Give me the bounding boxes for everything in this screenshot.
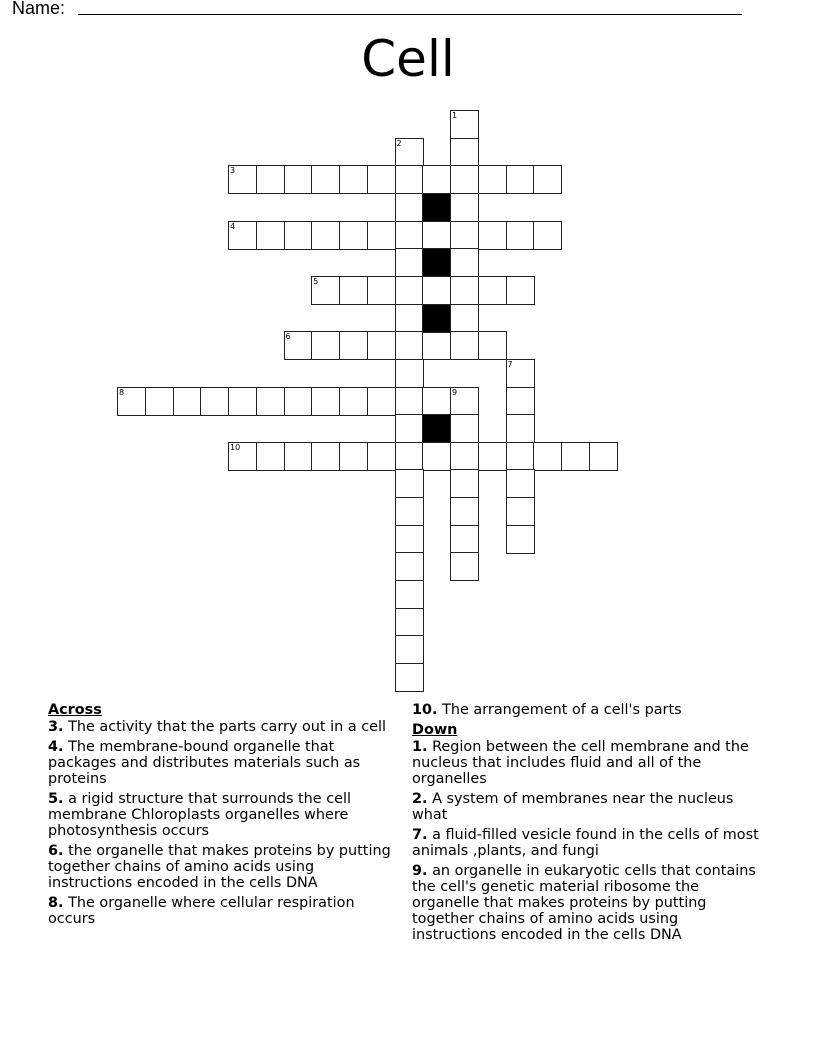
across-clue bbox=[48, 895, 393, 927]
grid-cell[interactable] bbox=[450, 138, 479, 167]
across-clue bbox=[48, 843, 393, 891]
down-clue bbox=[412, 863, 762, 943]
grid-cell[interactable] bbox=[145, 387, 174, 416]
grid-cell[interactable] bbox=[367, 387, 396, 416]
grid-cell[interactable] bbox=[367, 331, 396, 360]
grid-cell[interactable] bbox=[450, 248, 479, 277]
grid-cell[interactable] bbox=[256, 221, 285, 250]
clue-text: the organelle that makes proteins by putting together chains of amino acids using instructions encoded in the cells DNA bbox=[48, 843, 391, 891]
grid-cell[interactable] bbox=[256, 387, 285, 416]
grid-cell[interactable] bbox=[589, 442, 618, 471]
grid-cell[interactable] bbox=[173, 387, 202, 416]
black-cell bbox=[422, 304, 451, 333]
grid-cell[interactable] bbox=[311, 442, 340, 471]
grid-cell[interactable] bbox=[395, 469, 424, 498]
clue-text: The membrane-bound organelle that packages and distributes materials such as proteins bbox=[48, 739, 361, 787]
down-clue bbox=[412, 827, 762, 859]
grid-cell[interactable] bbox=[450, 221, 479, 250]
grid-cell[interactable] bbox=[117, 387, 146, 416]
grid-cell[interactable] bbox=[395, 193, 424, 222]
cell-number: 4 bbox=[230, 221, 236, 231]
grid-cell[interactable] bbox=[450, 276, 479, 305]
grid-cell[interactable] bbox=[284, 331, 313, 360]
grid-cell[interactable] bbox=[478, 331, 507, 360]
clues-right-column bbox=[412, 702, 762, 947]
grid-cell[interactable] bbox=[395, 221, 424, 250]
clue-text: A system of membranes near the nucleus what bbox=[412, 791, 734, 823]
grid-cell[interactable] bbox=[395, 248, 424, 277]
grid-cell[interactable] bbox=[339, 165, 368, 194]
grid-cell[interactable] bbox=[284, 221, 313, 250]
grid-cell[interactable] bbox=[284, 387, 313, 416]
clue-text: a rigid structure that surrounds the cell membrane Chloroplasts organelles where photosynthesis occurs bbox=[48, 791, 351, 839]
down-clue bbox=[412, 739, 762, 787]
cell-number: 7 bbox=[507, 359, 513, 369]
grid-cell[interactable] bbox=[311, 276, 340, 305]
cell-number: 8 bbox=[119, 387, 125, 397]
grid-cell[interactable] bbox=[506, 442, 535, 471]
grid-cell[interactable] bbox=[284, 165, 313, 194]
cell-number: 5 bbox=[313, 276, 319, 286]
grid-cell[interactable] bbox=[395, 663, 424, 692]
grid-cell[interactable] bbox=[367, 442, 396, 471]
grid-cell[interactable] bbox=[395, 138, 424, 167]
grid-cell[interactable] bbox=[422, 276, 451, 305]
down-clue bbox=[412, 791, 762, 823]
clue-text: Region between the cell membrane and the nucleus that includes fluid and all of the organelles bbox=[412, 739, 749, 787]
grid-cell[interactable] bbox=[339, 221, 368, 250]
grid-cell[interactable] bbox=[450, 193, 479, 222]
clue-number: 5. bbox=[48, 791, 64, 807]
across-clue bbox=[48, 739, 393, 787]
grid-cell[interactable] bbox=[395, 552, 424, 581]
clue-number: 10. bbox=[412, 702, 438, 718]
grid-cell[interactable] bbox=[533, 165, 562, 194]
grid-cell[interactable] bbox=[533, 221, 562, 250]
grid-cell[interactable] bbox=[395, 635, 424, 664]
grid-cell[interactable] bbox=[395, 580, 424, 609]
grid-cell[interactable] bbox=[422, 442, 451, 471]
grid-cell[interactable] bbox=[367, 276, 396, 305]
grid-cell[interactable] bbox=[395, 359, 424, 388]
grid-cell[interactable] bbox=[395, 304, 424, 333]
grid-cell[interactable] bbox=[395, 331, 424, 360]
grid-cell[interactable] bbox=[311, 387, 340, 416]
grid-cell[interactable] bbox=[339, 276, 368, 305]
grid-cell[interactable] bbox=[450, 110, 479, 139]
grid-cell[interactable] bbox=[478, 165, 507, 194]
grid-cell[interactable] bbox=[311, 165, 340, 194]
grid-cell[interactable] bbox=[200, 387, 229, 416]
black-cell bbox=[422, 193, 451, 222]
cell-number: 9 bbox=[452, 387, 458, 397]
grid-cell[interactable] bbox=[284, 442, 313, 471]
across-clue bbox=[48, 791, 393, 839]
grid-cell[interactable] bbox=[422, 387, 451, 416]
grid-cell[interactable] bbox=[256, 165, 285, 194]
clue-text: The arrangement of a cell's parts bbox=[442, 702, 682, 718]
clues-left-column bbox=[48, 702, 393, 931]
clue-number: 4. bbox=[48, 739, 64, 755]
across-clue bbox=[48, 719, 393, 735]
grid-cell[interactable] bbox=[450, 387, 479, 416]
puzzle-title: Cell bbox=[361, 30, 455, 88]
grid-cell[interactable] bbox=[561, 442, 590, 471]
grid-cell[interactable] bbox=[450, 165, 479, 194]
cell-number: 10 bbox=[230, 442, 241, 452]
name-label: Name: bbox=[12, 0, 66, 18]
grid-cell[interactable] bbox=[478, 276, 507, 305]
name-input-line[interactable] bbox=[78, 14, 742, 15]
grid-cell[interactable] bbox=[450, 525, 479, 554]
black-cell bbox=[422, 414, 451, 443]
black-cell bbox=[422, 248, 451, 277]
grid-cell[interactable] bbox=[395, 525, 424, 554]
grid-cell[interactable] bbox=[506, 497, 535, 526]
cell-number: 6 bbox=[285, 332, 291, 342]
grid-cell[interactable] bbox=[228, 221, 257, 250]
clue-number: 6. bbox=[48, 843, 64, 859]
grid-cell[interactable] bbox=[339, 387, 368, 416]
grid-cell[interactable] bbox=[395, 497, 424, 526]
clue-number: 1. bbox=[412, 739, 428, 755]
grid-cell[interactable] bbox=[506, 276, 535, 305]
grid-cell[interactable] bbox=[506, 525, 535, 554]
cell-number: 2 bbox=[396, 138, 402, 148]
grid-cell[interactable] bbox=[395, 442, 424, 471]
grid-cell[interactable] bbox=[422, 331, 451, 360]
grid-cell[interactable] bbox=[506, 414, 535, 443]
grid-cell[interactable] bbox=[367, 165, 396, 194]
grid-cell[interactable] bbox=[506, 359, 535, 388]
grid-cell[interactable] bbox=[478, 221, 507, 250]
grid-cell[interactable] bbox=[422, 221, 451, 250]
grid-cell[interactable] bbox=[506, 469, 535, 498]
grid-cell[interactable] bbox=[395, 414, 424, 443]
grid-cell[interactable] bbox=[311, 331, 340, 360]
grid-cell[interactable] bbox=[450, 552, 479, 581]
clue-number: 3. bbox=[48, 719, 64, 735]
clue-text: The activity that the parts carry out in a cell bbox=[68, 719, 386, 735]
grid-cell[interactable] bbox=[422, 165, 451, 194]
grid-cell[interactable] bbox=[478, 442, 507, 471]
grid-cell[interactable] bbox=[311, 221, 340, 250]
clue-text: an organelle in eukaryotic cells that contains the cell's genetic material ribosome the organelle that makes proteins by putting together chains of amino acids using instructions encoded in the cells DNA bbox=[412, 863, 756, 943]
down-heading: Down bbox=[412, 722, 458, 738]
grid-cell[interactable] bbox=[506, 221, 535, 250]
grid-cell[interactable] bbox=[395, 165, 424, 194]
grid-cell[interactable] bbox=[395, 276, 424, 305]
across-heading: Across bbox=[48, 702, 102, 718]
clue-text: a fluid-filled vesicle found in the cells of most animals ,plants, and fungi bbox=[412, 827, 759, 859]
grid-cell[interactable] bbox=[339, 442, 368, 471]
grid-cell[interactable] bbox=[395, 608, 424, 637]
grid-cell[interactable] bbox=[450, 331, 479, 360]
cell-number: 3 bbox=[230, 166, 236, 176]
grid-cell[interactable] bbox=[450, 469, 479, 498]
grid-cell[interactable] bbox=[450, 414, 479, 443]
grid-cell[interactable] bbox=[506, 165, 535, 194]
clue-text: The organelle where cellular respiration occurs bbox=[48, 895, 355, 927]
grid-cell[interactable] bbox=[339, 331, 368, 360]
grid-cell[interactable] bbox=[395, 387, 424, 416]
grid-cell[interactable] bbox=[228, 442, 257, 471]
grid-cell[interactable] bbox=[450, 304, 479, 333]
clue-number: 9. bbox=[412, 863, 428, 879]
grid-cell[interactable] bbox=[228, 165, 257, 194]
clue-number: 7. bbox=[412, 827, 428, 843]
grid-cell[interactable] bbox=[450, 442, 479, 471]
grid-cell[interactable] bbox=[506, 387, 535, 416]
grid-cell[interactable] bbox=[228, 387, 257, 416]
across-clue bbox=[412, 702, 762, 718]
grid-cell[interactable] bbox=[450, 497, 479, 526]
cell-number: 1 bbox=[452, 111, 458, 120]
grid-cell[interactable] bbox=[533, 442, 562, 471]
clue-number: 2. bbox=[412, 791, 428, 807]
clue-number: 8. bbox=[48, 895, 64, 911]
grid-cell[interactable] bbox=[256, 442, 285, 471]
grid-cell[interactable] bbox=[367, 221, 396, 250]
